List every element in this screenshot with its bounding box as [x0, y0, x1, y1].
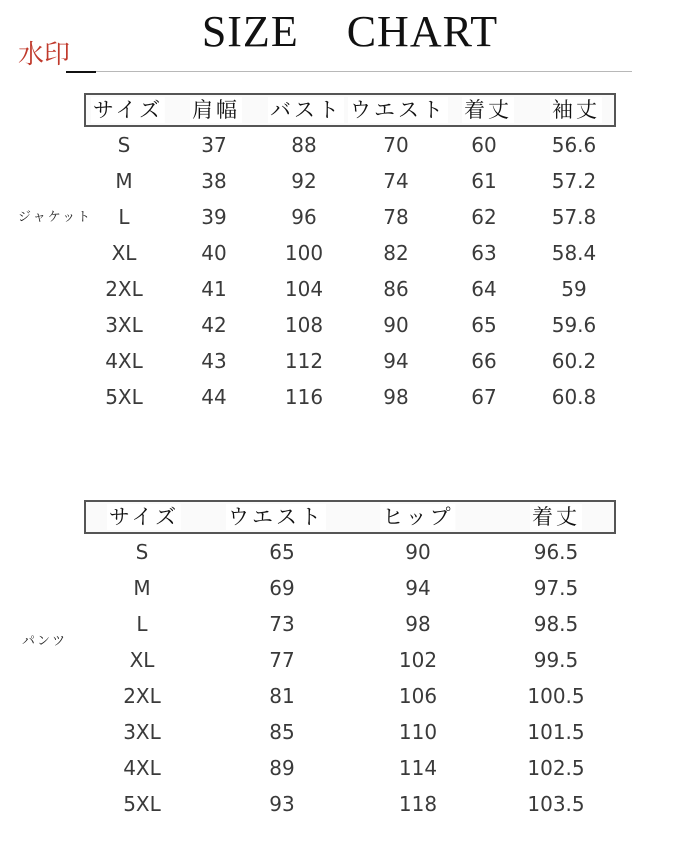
table-cell: M — [115, 169, 133, 193]
table-cell: 42 — [201, 313, 227, 337]
table-cell: 102.5 — [527, 756, 585, 780]
pants-table-body — [84, 534, 616, 822]
jacket-header-length: 着丈 — [464, 98, 512, 122]
table-row — [84, 379, 616, 415]
table-cell: 60 — [471, 133, 497, 157]
table-row — [84, 786, 616, 822]
pants-header-length: 着丈 — [532, 505, 580, 529]
table-cell: L — [136, 612, 148, 636]
pants-header-waist: ウエスト — [228, 505, 324, 529]
table-cell: 62 — [471, 205, 497, 229]
table-cell: 81 — [269, 684, 295, 708]
table-cell: 101.5 — [527, 720, 585, 744]
jacket-size-table — [84, 93, 616, 415]
jacket-label: ジャケット — [18, 210, 93, 225]
jacket-header-waist: ウエスト — [350, 98, 446, 122]
table-cell: M — [133, 576, 151, 600]
table-row — [84, 343, 616, 379]
pants-header-hip: ヒップ — [382, 505, 454, 529]
table-row — [84, 534, 616, 570]
table-cell: 3XL — [123, 720, 161, 744]
table-cell: 88 — [291, 133, 317, 157]
table-cell: 73 — [269, 612, 295, 636]
table-cell: 61 — [471, 169, 497, 193]
table-cell: 93 — [269, 792, 295, 816]
jacket-table-header — [84, 93, 616, 127]
table-cell: 78 — [383, 205, 409, 229]
table-cell: 116 — [284, 385, 324, 409]
table-cell: 98 — [405, 612, 431, 636]
table-cell: 86 — [383, 277, 409, 301]
table-row — [84, 678, 616, 714]
table-row — [84, 235, 616, 271]
table-cell: 59.6 — [551, 313, 597, 337]
table-cell: 94 — [383, 349, 409, 373]
table-cell: 85 — [269, 720, 295, 744]
table-cell: 114 — [398, 756, 438, 780]
jacket-header-shoulder: 肩幅 — [192, 98, 240, 122]
table-cell: 77 — [269, 648, 295, 672]
table-cell: 98.5 — [533, 612, 579, 636]
table-row — [84, 642, 616, 678]
table-cell: 4XL — [105, 349, 143, 373]
table-cell: 63 — [471, 241, 497, 265]
table-cell: 69 — [269, 576, 295, 600]
table-cell: 103.5 — [527, 792, 585, 816]
table-cell: 44 — [201, 385, 227, 409]
table-cell: 40 — [201, 241, 227, 265]
table-cell: 100.5 — [527, 684, 585, 708]
table-row — [84, 199, 616, 235]
table-cell: 92 — [291, 169, 317, 193]
pants-size-table — [84, 500, 616, 822]
table-cell: 110 — [398, 720, 438, 744]
jacket-header-sleeve: 袖丈 — [552, 98, 600, 122]
table-cell: 96.5 — [533, 540, 579, 564]
table-cell: 2XL — [123, 684, 161, 708]
table-cell: 96 — [291, 205, 317, 229]
table-cell: 106 — [398, 684, 438, 708]
table-cell: 57.8 — [551, 205, 597, 229]
table-cell: 89 — [269, 756, 295, 780]
table-cell: XL — [111, 241, 137, 265]
table-cell: 59 — [561, 277, 587, 301]
table-cell: 58.4 — [551, 241, 597, 265]
table-cell: 100 — [284, 241, 324, 265]
table-cell: 98 — [383, 385, 409, 409]
table-row — [84, 163, 616, 199]
table-cell: 102 — [398, 648, 438, 672]
table-cell: 65 — [269, 540, 295, 564]
watermark-text: 水印 — [18, 40, 71, 70]
table-cell: 104 — [284, 277, 324, 301]
table-cell: 57.2 — [551, 169, 597, 193]
jacket-header-size: サイズ — [92, 98, 164, 122]
jacket-table-body — [84, 127, 616, 415]
table-cell: 43 — [201, 349, 227, 373]
table-row — [84, 606, 616, 642]
table-cell: 97.5 — [533, 576, 579, 600]
table-row — [84, 307, 616, 343]
table-cell: 65 — [471, 313, 497, 337]
table-cell: 90 — [383, 313, 409, 337]
table-row — [84, 127, 616, 163]
table-cell: 60.2 — [551, 349, 597, 373]
table-cell: 37 — [201, 133, 227, 157]
table-cell: 38 — [201, 169, 227, 193]
table-cell: 4XL — [123, 756, 161, 780]
table-cell: 94 — [405, 576, 431, 600]
pants-header-size: サイズ — [108, 505, 180, 529]
watermark-underline — [66, 71, 96, 73]
table-cell: L — [118, 205, 130, 229]
table-cell: 70 — [383, 133, 409, 157]
table-cell: 5XL — [105, 385, 143, 409]
table-cell: 74 — [383, 169, 409, 193]
table-cell: 82 — [383, 241, 409, 265]
table-row — [84, 750, 616, 786]
title-divider — [96, 71, 632, 72]
table-cell: S — [117, 133, 131, 157]
table-cell: 66 — [471, 349, 497, 373]
table-cell: XL — [129, 648, 155, 672]
table-row — [84, 271, 616, 307]
table-cell: 67 — [471, 385, 497, 409]
table-cell: 108 — [284, 313, 324, 337]
table-cell: 39 — [201, 205, 227, 229]
table-row — [84, 714, 616, 750]
table-cell: 56.6 — [551, 133, 597, 157]
table-cell: 99.5 — [533, 648, 579, 672]
page-title: SIZE CHART — [201, 7, 499, 56]
table-cell: 112 — [284, 349, 324, 373]
table-row — [84, 570, 616, 606]
pants-label: パンツ — [22, 634, 68, 649]
table-cell: 118 — [398, 792, 438, 816]
jacket-header-bust: バスト — [270, 98, 342, 122]
table-cell: 3XL — [105, 313, 143, 337]
table-cell: 2XL — [105, 277, 143, 301]
table-cell: 64 — [471, 277, 497, 301]
table-cell: 90 — [405, 540, 431, 564]
table-cell: S — [135, 540, 149, 564]
pants-table-header — [84, 500, 616, 534]
table-cell: 60.8 — [551, 385, 597, 409]
table-cell: 41 — [201, 277, 227, 301]
table-cell: 5XL — [123, 792, 161, 816]
